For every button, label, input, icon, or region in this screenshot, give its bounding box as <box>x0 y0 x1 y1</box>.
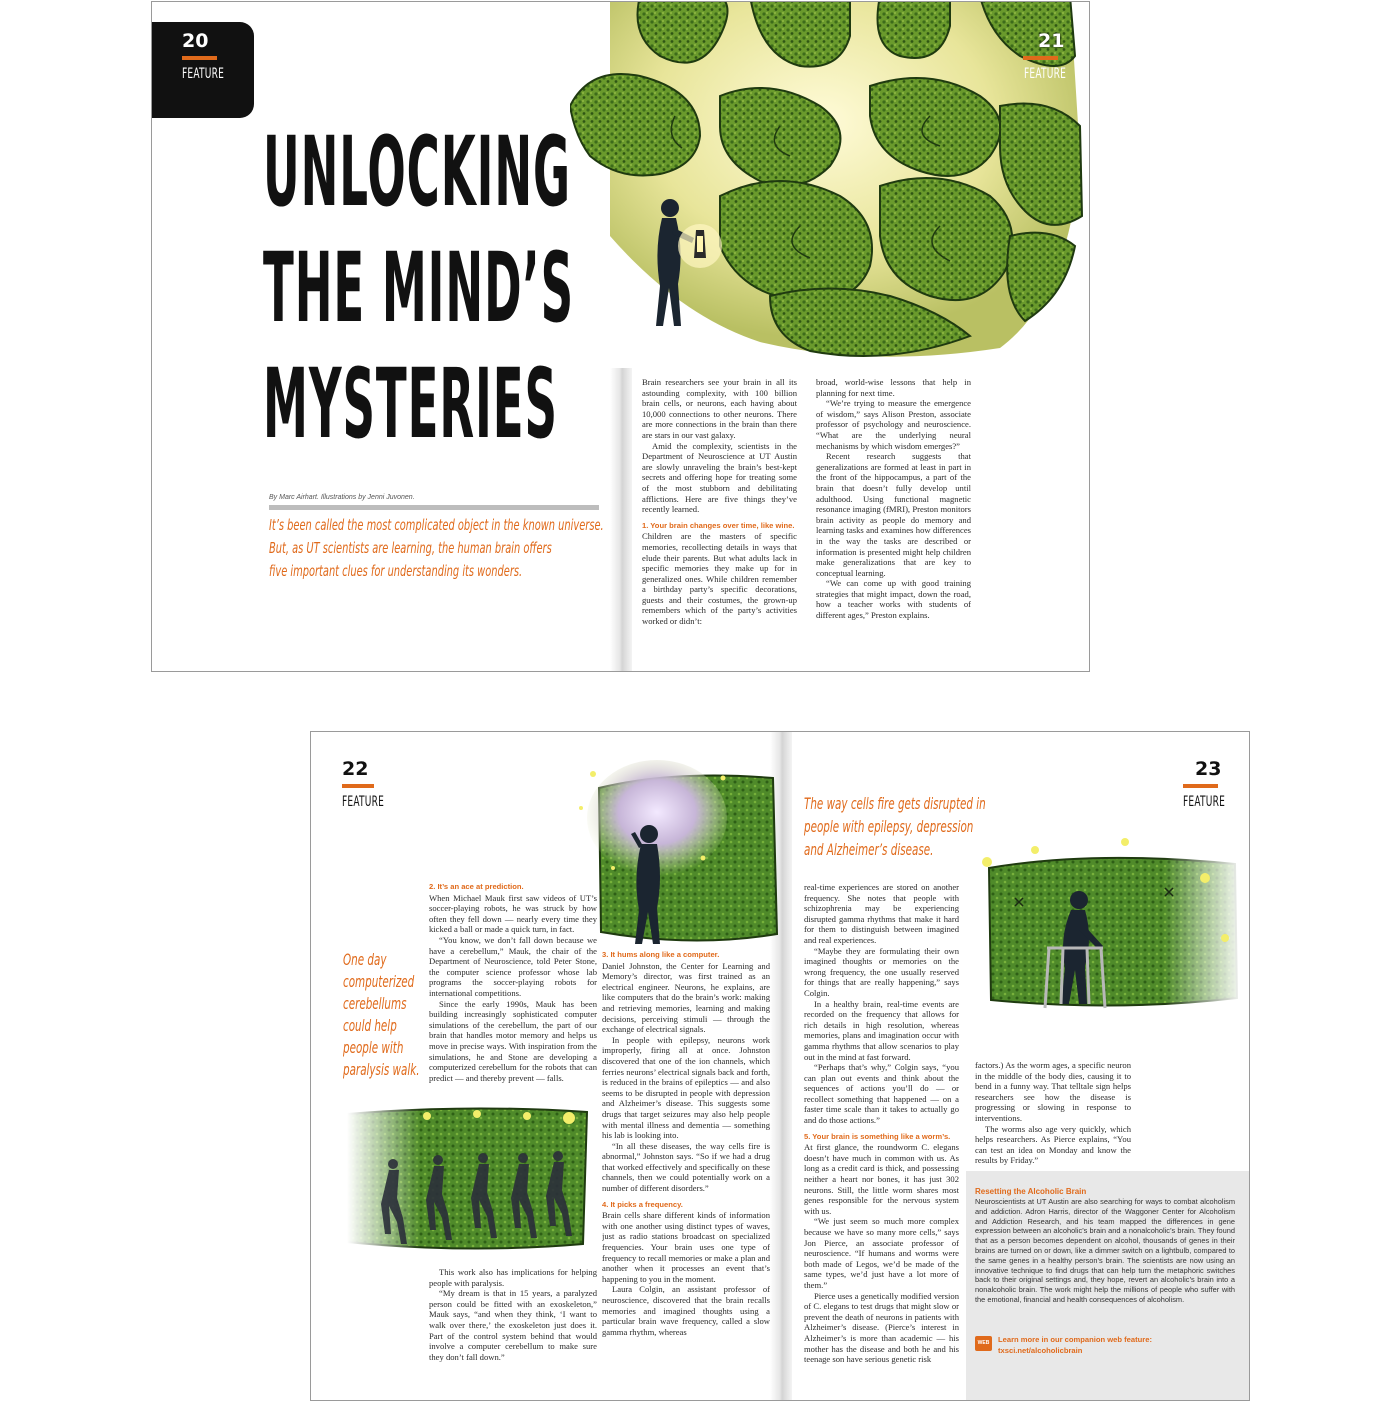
pull-quote-left-line: cerebellums <box>343 994 407 1013</box>
pull-quote-left-line: people with <box>343 1038 404 1057</box>
paragraph: Recent research suggests that generalizations are formed at least in part in the front of the hippocampus, a part of the brain that doesn’t fully develop until adulthood. Using functional magnetic resonance imaging (fMRI), Preston monitors brain activity as people do memory and learning tasks and examines how differences in the way the tasks are described or information is presented might help children make generalizations that are key to conceptual learning. <box>816 451 971 578</box>
paragraph: factors.) As the worm ages, a specific neuron in the middle of the body dies, causing it to bend in a funny way. That telltale sign helps researchers see how the disease is progressing or slowing in response to interventions. <box>975 1060 1131 1123</box>
deck-line-2: But, as UT scientists are learning, the human brain offers <box>269 539 552 557</box>
thought-cloud-svg <box>573 748 781 958</box>
pull-quote-left-line: could help <box>343 1016 397 1035</box>
body-column-b <box>602 950 770 1398</box>
paragraph: The worms also age very quickly, which helps researchers. As Pierce explains, “You can test an idea on Monday and know the results by Friday.” <box>975 1123 1131 1166</box>
pull-quote-left-line: One day <box>343 950 387 969</box>
sidebar-link-intro: Learn more in our companion web feature: <box>998 1335 1153 1344</box>
section-label-20: FEATURE <box>182 66 225 82</box>
subhead-4: 4. It picks a frequency. <box>602 1199 683 1209</box>
paragraph: “You know, we don’t fall down because we have a cerebellum,” Mauk, the chair of the Department of Neuroscience, told Peter Stone, the computer science professor whose lab programs the soccer-playing robots for international competitions. <box>429 934 597 998</box>
body-column-1 <box>642 377 797 639</box>
paragraph: “My dream is that in 15 years, a paralyzed person could be fitted with an exoskeleton,” Mauk says, “and when they think, ‘I want to walk over there,’ the exoskeleton just does it. Part of the control system behind that would involve a computer cerebellum to make sure they don’t fall down.” <box>429 1288 597 1362</box>
byline: By Marc Airhart. Illustrations by Jenni Juvonen. <box>269 494 415 501</box>
folio-bar-21 <box>1023 56 1058 60</box>
pull-quote-left-line: paralysis walk. <box>343 1060 420 1079</box>
walker-figure-svg <box>975 828 1245 1038</box>
body-column-c <box>804 882 959 1398</box>
folio-bar-22 <box>342 784 374 788</box>
deck-line-3: five important clues for understanding its wonders. <box>269 562 523 580</box>
spread-pages-20-21 <box>151 1 1090 672</box>
paragraph: “Perhaps that’s why,” Colgin says, “you can plan out events and think about the sequences of actions you’ll do — or recollect something that happened — on a faster time scale than it takes to actually go and do those actions.” <box>804 1062 959 1126</box>
folio-bar-20 <box>182 56 217 60</box>
deck-line-1: It’s been called the most complicated object in the known universe. <box>269 516 604 534</box>
body-column-d <box>975 1060 1131 1170</box>
paragraph: real-time experiences are stored on another frequency. She notes that people with schizophrenia may be experiencing disrupted gamma rhythms that make it hard for them to distinguish between imagined and real experiences. <box>804 882 959 945</box>
page-number-21: 21 <box>1038 30 1065 52</box>
running-figures-hedge-illustration <box>347 1104 591 1266</box>
paragraph: In a healthy brain, real-time events are recorded on the frequency that allows for rich details in high resolution, whereas memories, plans and imagination occur with gamma rhythms that allow scenarios to play out in the mind at fast forward. <box>804 998 959 1062</box>
page-number-23: 23 <box>1195 758 1222 780</box>
paragraph: Daniel Johnston, the Center for Learning and Memory’s director, was first trained as an electrical engineer. Neurons, he explains, are like computers that do the brain’s work: making and retrieving memories, learning and making decisions, perceiving stimuli — through the exchange of electrical signals. <box>602 960 770 1035</box>
paragraph: Amid the complexity, scientists in the Department of Neuroscience at UT Austin are slowly unraveling the brain’s best-kept secrets and offering hope for treating some of the most stubborn and debilitating afflictions. Here are five things they’ve recently learned. <box>642 440 797 515</box>
page-number-20: 20 <box>182 30 209 52</box>
walker-figure-hedge-illustration <box>975 828 1245 1038</box>
paragraph: Brain researchers see your brain in all its astounding complexity, with 100 billion brain cells, or neurons, each having about 10,000 connections to other neurons. There are more connections in the brain than there are stars in our vast galaxy. <box>642 377 797 440</box>
sidebar-title: Resetting the Alcoholic Brain <box>975 1187 1087 1196</box>
paragraph: “We’re trying to measure the emergence of wisdom,” says Alison Preston, associate professor of psychology and neuroscience. “What are the underlying neural mechanisms by which wisdom emerges?” <box>816 398 971 451</box>
paragraph: “In all these diseases, the way cells fire is abnormal,” Johnston says. “So if we had a drug that worked effectively and specifically on these channels, then we could potentially work on a number of different disorders.” <box>602 1140 770 1194</box>
paragraph: Since the early 1990s, Mauk has been building increasingly sophisticated computer simulations of the cerebellum, the part of our brain that handles motor memory and helps us move in precise ways. With inspiration from the simulations, he and Stone are developing a computerized cerebellum for the robots that can predict — and thereby prevent — falls. <box>429 998 597 1083</box>
paragraph: “Maybe they are formulating their own imagined thoughts or memories on the wrong frequency, the one usually reserved for things that are really happening,” says Colgin. <box>804 945 959 998</box>
page-number-22: 22 <box>342 758 369 780</box>
title-line-1: UNLOCKING <box>263 116 572 228</box>
title-line-3: MYSTERIES <box>263 348 558 460</box>
paragraph: Brain cells share different kinds of information with one another using distinct types of waves, just as radio stations broadcast on specialized frequencies. Your brain uses one type of frequency to recall memories or make a plan and another when it processes an event that’s happening to you in the moment. <box>602 1210 770 1284</box>
web-feature-icon: WEB <box>975 1336 992 1351</box>
body-column-a <box>429 882 597 1107</box>
paragraph: In people with epilepsy, neurons work improperly, firing all at once. Johnston discovered that one of the ion channels, which ferries neurons’ electrical signals back and forth, is reduced in the brains of epileptics — and also seems to be disrupted in people with depression and Alzheimer’s disease. This suggests some drugs that target seizures may also help people with mental illness and dementia — something his lab is looking into. <box>602 1034 770 1141</box>
subhead-5: 5. Your brain is something like a worm’s. <box>804 1131 951 1141</box>
paragraph: Children are the masters of specific memories, recollecting details in ways that elude their parents. But what adults lack in specific memories they make up for in generalized ones. While children remember a birthday party’s specific decorations, guests and their costumes, the grown-up remembers which of the party’s activities worked or didn’t: <box>642 531 797 627</box>
section-label-21: FEATURE <box>1024 66 1067 82</box>
spread-pages-22-23 <box>310 731 1250 1401</box>
title-line-2: THE MIND’S <box>263 232 575 344</box>
running-figures-svg <box>347 1104 591 1266</box>
paragraph: “We just seem so much more complex because we have so many more cells,” says Jon Pierce, an associate professor of neuroscience. “If humans and worms were both made of Legos, we’d be made of the same types, we’d just have a lot more of them.” <box>804 1216 959 1290</box>
pull-quote-right-line: and Alzheimer’s disease. <box>804 840 934 859</box>
paragraph: At first glance, the roundworm C. elegans doesn’t have much in common with us. As long as a credit card is thick, and possessing neither a heart nor bones, it has just 302 neurons. Still, the little worm shares most genes responsible for the nervous system with us. <box>804 1142 959 1216</box>
deck-rule <box>269 505 599 510</box>
sidebar-text: Neuroscientists at UT Austin are also searching for ways to combat alcoholism and addiction. Adron Harris, director of the Waggoner Center for Alcoholism and Addiction Research, and his team mapped the differences in gene expression between an alcoholic’s brain and a nonalcoholic’s brain. They found that as a person becomes dependent on alcohol, thousands of genes in their brains are turned on or down, like a dimmer switch on a lightbulb, compared to the same genes in a healthy person’s brain. The scientists are now using an innovative technique to find drugs that can help turn the metaphoric switches back to their original settings and, they hope, revert an alcoholic’s brain into a nonalcoholic brain. The work might help the millions of people who suffer with the emotional, financial and health consequences of alcoholism. <box>975 1197 1235 1304</box>
folio-bar-23 <box>1183 784 1218 788</box>
paragraph: When Michael Mauk first saw videos of UT’s soccer-playing robots, he was struck by how often they fell down — nearly every time they kicked a ball or made a quick turn, in fact. <box>429 892 597 935</box>
pull-quote-right-line: The way cells fire gets disrupted in <box>804 794 986 813</box>
paragraph: “We can come up with good training strategies that might impact, down the road, how a teacher works with students of different ages,” Preston explains. <box>816 578 971 621</box>
paragraph: broad, world-wise lessons that help in planning for next time. <box>816 377 971 398</box>
hedge-brain-maze-svg <box>570 1 1090 368</box>
body-column-a-continued <box>429 1267 597 1397</box>
thought-cloud-hedge-illustration <box>573 748 781 958</box>
pull-quote-right-line: people with epilepsy, depression <box>804 817 974 836</box>
paragraph: Pierce uses a genetically modified version of C. elegans to test drugs that might slow or prevent the death of neurons in patients with Alzheimer’s disease. (Pierce’s interest in Alzheimer’s is more than academic — his mother has the disease and both he and his teenage son have serious genetic risk <box>804 1290 959 1365</box>
subhead-1: 1. Your brain changes over time, like wine. <box>642 520 795 530</box>
subhead-3: 3. It hums along like a computer. <box>602 950 720 959</box>
subhead-2: 2. It’s an ace at prediction. <box>429 882 524 891</box>
section-label-22: FEATURE <box>342 794 385 810</box>
paragraph: This work also has implications for helping people with paralysis. <box>429 1267 597 1288</box>
sidebar-link-url[interactable]: txsci.net/alcoholicbrain <box>998 1346 1083 1355</box>
body-column-2 <box>816 377 971 641</box>
section-label-23: FEATURE <box>1183 794 1226 810</box>
paragraph: Laura Colgin, an assistant professor of neuroscience, discovered that the brain recalls memories and imagined thoughts using a particular brain wave frequency, called a slow gamma rhythm, whereas <box>602 1284 770 1337</box>
hedge-brain-maze-illustration <box>570 1 1090 368</box>
pull-quote-left-line: computerized <box>343 972 415 991</box>
